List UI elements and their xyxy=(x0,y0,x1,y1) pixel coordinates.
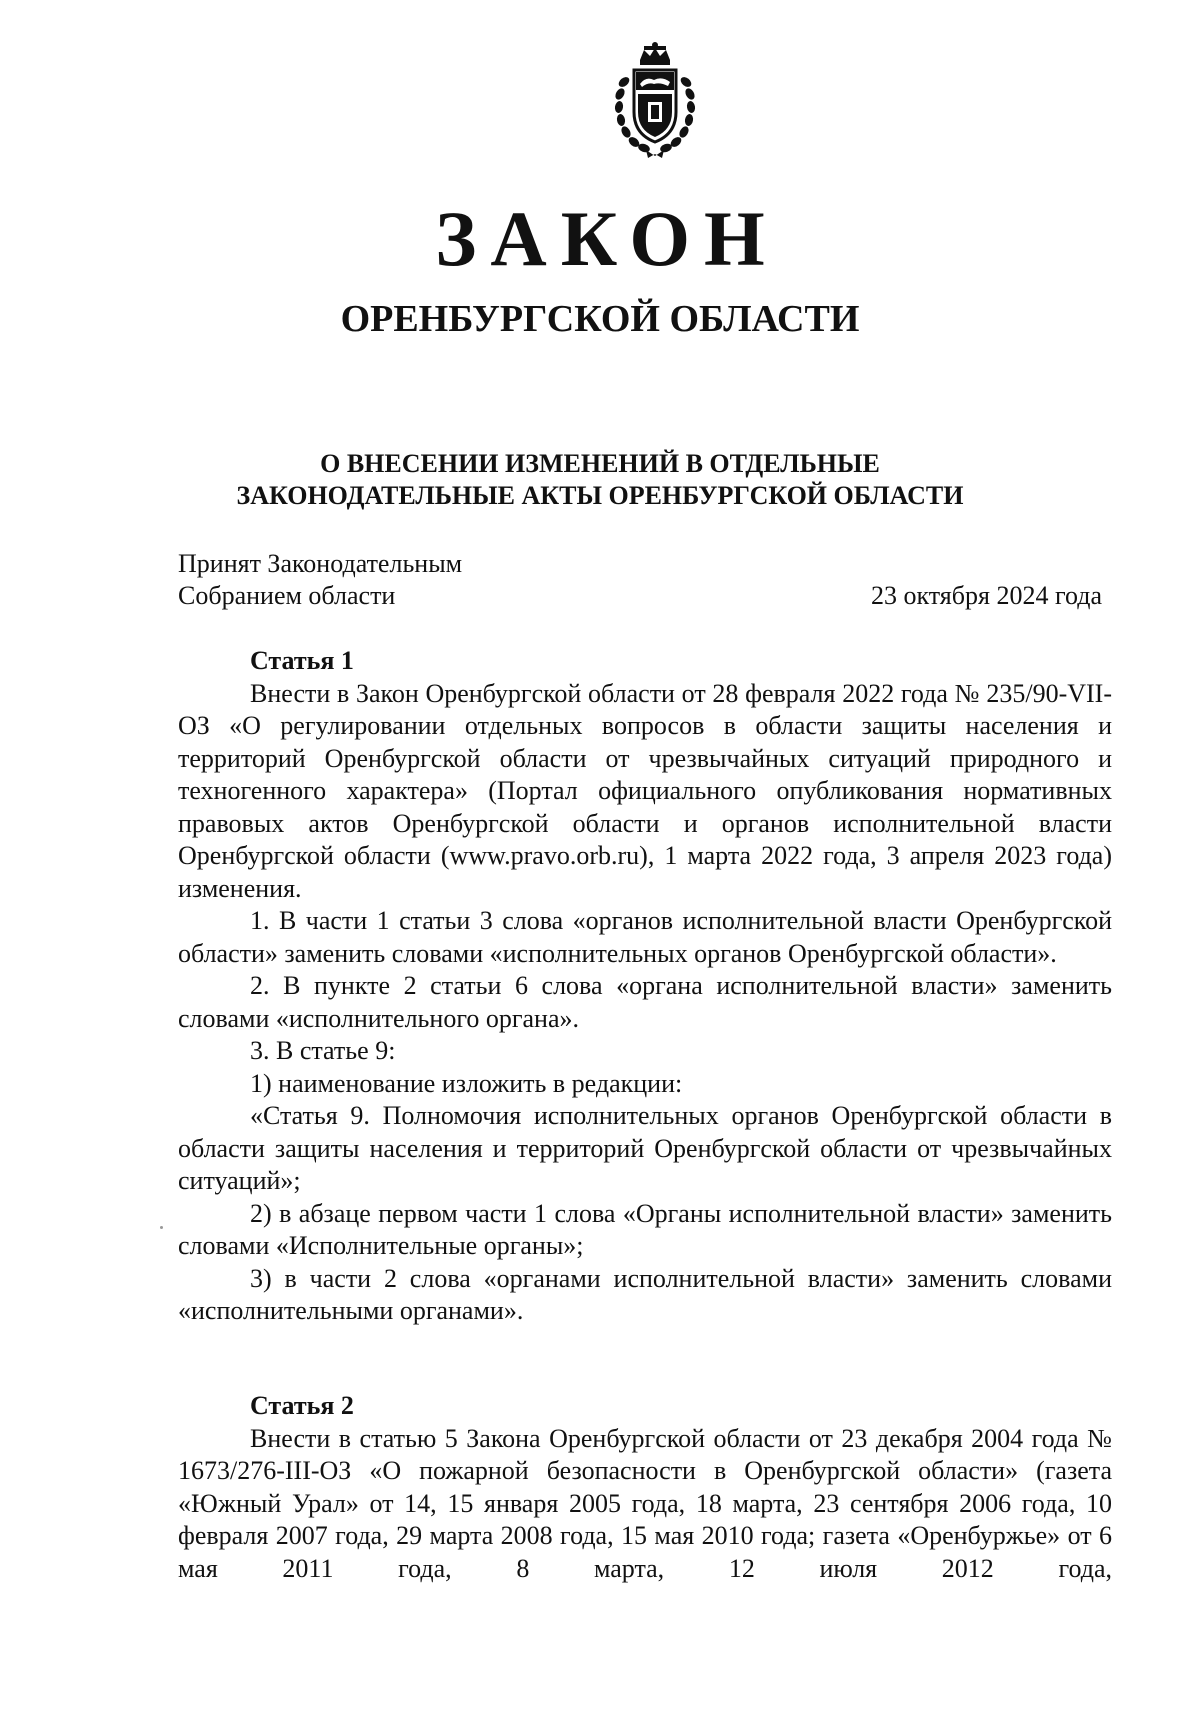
article-heading: Статья 1 xyxy=(250,646,354,675)
law-subject xyxy=(0,448,1200,512)
adoption-authority xyxy=(178,548,462,612)
adoption-date: 23 октября 2024 года xyxy=(871,581,1102,610)
law-subject-line: ЗАКОНОДАТЕЛЬНЫЕ АКТЫ ОРЕНБУРГСКОЙ ОБЛАСТИ xyxy=(236,481,964,510)
article-paragraph: Внести в статью 5 Закона Оренбургской области от 23 декабря 2004 года № 1673/276-III-ОЗ «О пожарной безопасности в Оренбургской области» (газета «Южный Урал» от 14, 15 января 2005 года, 18 марта, 23 сентября 2006 года, 10 февраля 2007 года, 29 марта 2008 года, 15 мая 2010 года; газета «Оренбуржье» от 6 мая 2011 года, 8 марта, 12 июля 2012 года, xyxy=(178,1423,1112,1583)
article-paragraph: 2) в абзаце первом части 1 слова «Органы исполнительной власти» заменить словами «Исполнительные органы»; xyxy=(178,1198,1112,1260)
article-paragraph: 2. В пункте 2 статьи 6 слова «органа исполнительной власти» заменить словами «исполнительного органа». xyxy=(178,971,1112,1033)
adoption-line: Собранием области xyxy=(178,581,396,610)
article-paragraph: «Статья 9. Полномочия исполнительных органов Оренбургской области в области защиты населения и территорий Оренбургской области от чрезвычайных ситуаций»; xyxy=(178,1101,1112,1195)
article-paragraph: 3) в части 2 слова «органами исполнительной власти» заменить словами «исполнительными органами». xyxy=(178,1263,1112,1325)
article-paragraph: Внести в Закон Оренбургской области от 28 февраля 2022 года № 235/90-VII-ОЗ «О регулировании отдельных вопросов в области защиты населения и территорий Оренбургской области от чрезвычайных ситуаций природного и техногенного характера» (Портал официального опубликования нормативных правовых актов Оренбургской области и органов исполнительной власти Оренбургской области (www.pravo.orb.ru), 1 марта 2022 года, 3 апреля 2023 года) изменения. xyxy=(178,678,1112,903)
article-heading: Статья 2 xyxy=(250,1391,354,1420)
law-subject-line: О ВНЕСЕНИИ ИЗМЕНЕНИЙ В ОТДЕЛЬНЫЕ xyxy=(320,449,880,478)
orenburg-coat-of-arms-icon xyxy=(610,42,700,160)
article-paragraph: 1. В части 1 статьи 3 слова «органов исполнительной власти Оренбургской области» заменить словами «исполнительных органов Оренбургской области». xyxy=(178,906,1112,968)
article-2 xyxy=(178,1390,1112,1585)
law-title: ЗАКОН xyxy=(435,195,779,282)
article-paragraph: 1) наименование изложить в редакции: xyxy=(250,1068,683,1098)
article-1 xyxy=(178,645,1112,1328)
scan-speck xyxy=(160,1226,163,1229)
adoption-line: Принят Законодательным xyxy=(178,549,463,578)
article-paragraph: 3. В статье 9: xyxy=(250,1036,396,1065)
region-title: ОРЕНБУРГСКОЙ ОБЛАСТИ xyxy=(340,298,860,340)
